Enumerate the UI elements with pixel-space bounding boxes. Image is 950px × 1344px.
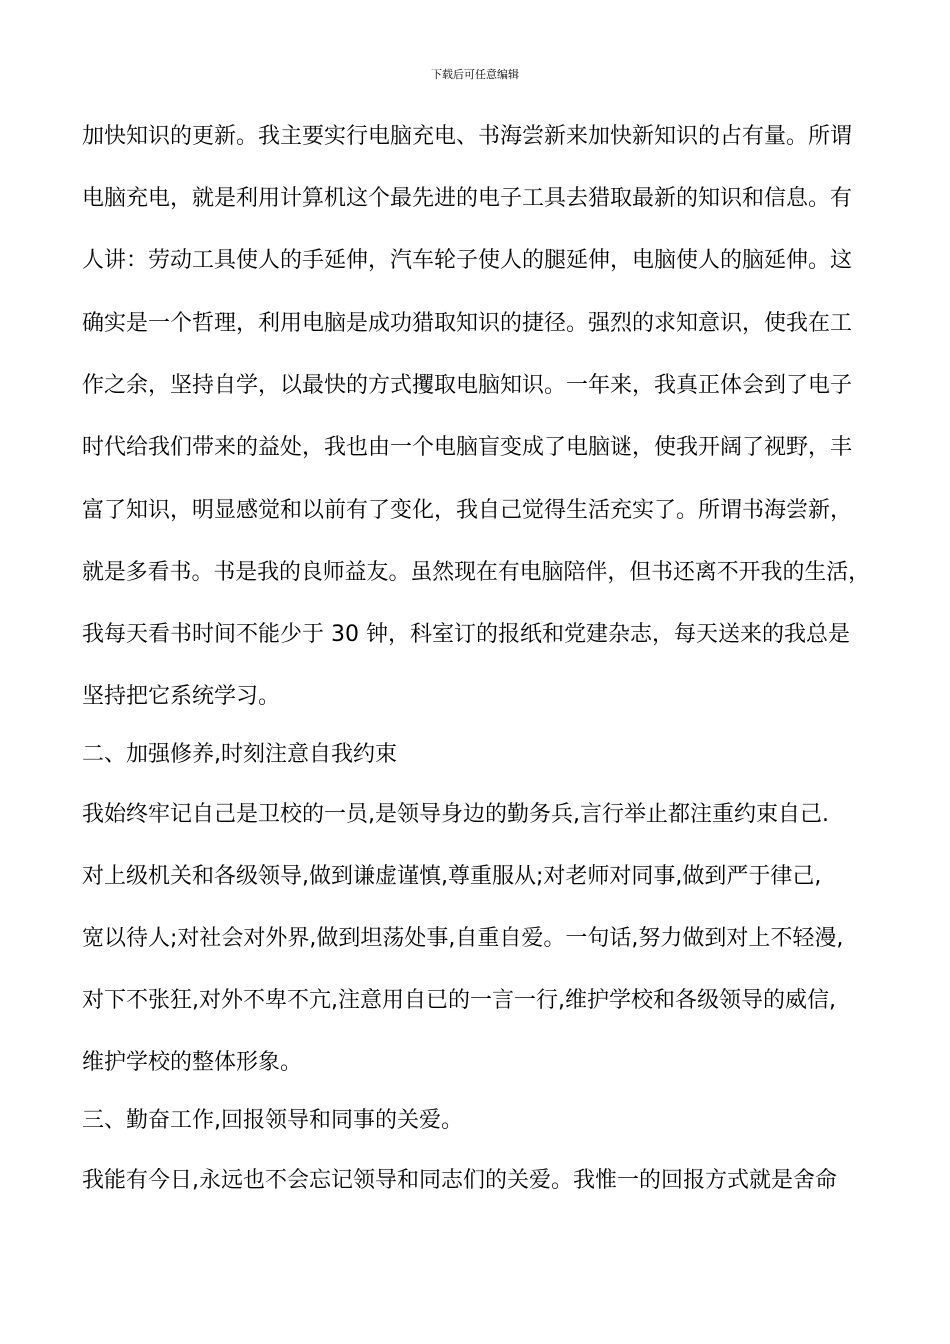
text-line: 时代给我们带来的益处，我也由一个电脑盲变成了电脑谜，使我开阔了视野，丰 bbox=[82, 435, 853, 460]
text-line: 坚持把它系统学习。 bbox=[82, 684, 281, 709]
text-line: 富了知识，明显感觉和以前有了变化，我自己觉得生活充实了。所谓书海尝新， bbox=[82, 498, 853, 523]
text-line: 人讲：劳动工具使人的手延伸，汽车轮子使人的腿延伸，电脑使人的脑延伸。这 bbox=[82, 248, 853, 273]
text-line: 对下不张狂,对外不卑不亢,注意用自已的一言一行,维护学校和各级领导的威信, bbox=[82, 988, 836, 1013]
text-line: 加快知识的更新。我主要实行电脑充电、书海尝新来加快新知识的占有量。所谓 bbox=[82, 124, 853, 149]
text-line: 我每天看书时间不能少于 30 钟，科室订的报纸和党建杂志，每天送来的我总是 bbox=[82, 622, 850, 647]
text-line: 我始终牢记自己是卫校的一员,是领导身边的勤务兵,言行举止都注重约束自己. bbox=[82, 802, 829, 827]
text-line: 对上级机关和各级领导,做到谦虚谨慎,尊重服从;对老师对同事,做到严于律己, bbox=[82, 864, 822, 889]
text-line: 我能有今日,永远也不会忘记领导和同志们的关爱。我惟一的回报方式就是舍命 bbox=[82, 1168, 837, 1193]
section-heading: 三、勤奋工作,回报领导和同事的关爱。 bbox=[82, 1108, 463, 1133]
page-header: 下载后可任意编辑 bbox=[431, 68, 519, 81]
text-line: 就是多看书。书是我的良师益友。虽然现在有电脑陪伴，但书还离不开我的生活， bbox=[82, 560, 871, 585]
text-line: 作之余，坚持自学，以最快的方式攫取电脑知识。一年来，我真正体会到了电子 bbox=[82, 373, 853, 398]
text-line: 电脑充电，就是利用计算机这个最先进的电子工具去猎取最新的知识和信息。有 bbox=[82, 186, 853, 211]
text-line: 宽以待人;对社会对外界,做到坦荡处事,自重自爱。一句话,努力做到对上不轻漫, bbox=[82, 926, 844, 951]
text-line: 维护学校的整体形象。 bbox=[82, 1050, 303, 1075]
section-heading: 二、加强修养,时刻注意自我约束 bbox=[82, 742, 397, 767]
text-line: 确实是一个哲理，利用电脑是成功猎取知识的捷径。强烈的求知意识，使我在工 bbox=[82, 311, 853, 336]
